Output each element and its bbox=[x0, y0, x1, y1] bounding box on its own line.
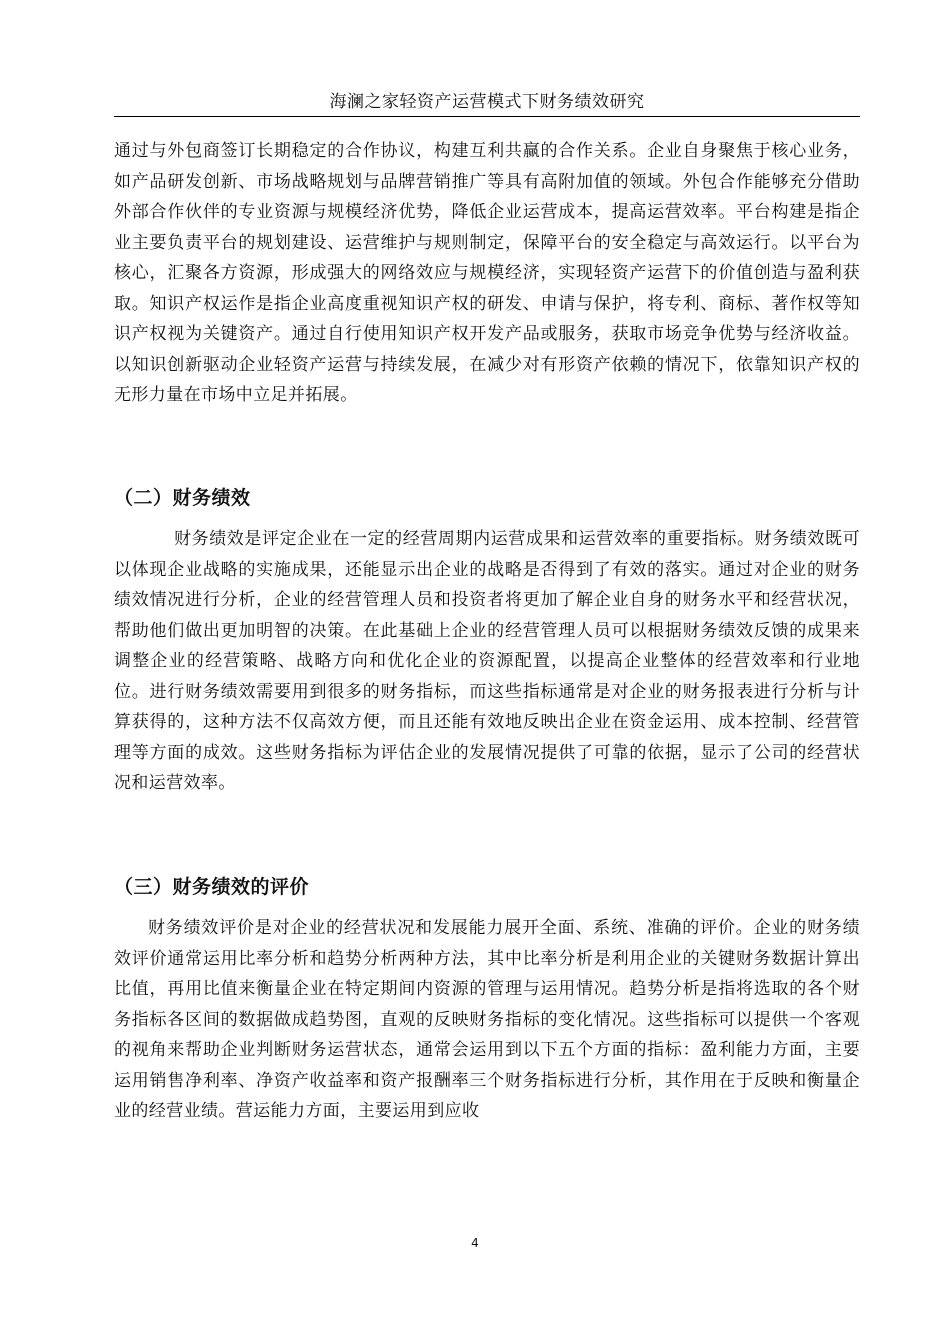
header-divider bbox=[114, 116, 860, 117]
body-paragraph-3: 财务绩效评价是对企业的经营状况和发展能力展开全面、系统、准确的评价。企业的财务绩效评价通常运用比率分析和趋势分析两种方法，其中比率分析是利用企业的关键财务数据计算出比值，再用比值来衡量企业在特定期间内资源的管理与运用情况。趋势分析是指将选取的各个财务指标各区间的数据做成趋势图，直观的反映财务指标的变化情况。这些指标可以提供一个客观的视角来帮助企业判断财务运营状态，通常会运用到以下五个方面的指标：盈利能力方面，主要运用销售净利率、净资产收益率和资产报酬率三个财务指标进行分析，其作用在于反映和衡量企业的经营业绩。营运能力方面，主要运用到应收 bbox=[114, 918, 860, 1121]
running-header-title: 海澜之家轻资产运营模式下财务绩效研究 bbox=[329, 92, 645, 112]
section-heading-performance-evaluation: （三）财务绩效的评价 bbox=[114, 876, 310, 898]
page-number: 4 bbox=[471, 1236, 479, 1250]
body-paragraph-2: 财务绩效是评定企业在一定的经营周期内运营成果和运营效率的重要指标。财务绩效既可以体现企业战略的实施成果，还能显示出企业的战略是否得到了有效的落实。通过对企业的财务绩效情况进行分析，企业的经营管理人员和投资者将更加了解企业自身的财务水平和经营状况，帮助他们做出更加明智的决策。在此基础上企业的经营管理人员可以根据财务绩效反馈的成果来调整企业的经营策略、战略方向和优化企业的资源配置，以提高企业整体的经营效率和行业地位。进行财务绩效需要用到很多的财务指标，而这些指标通常是对企业的财务报表进行分析与计算获得的，这种方法不仅高效方便，而且还能有效地反映出企业在资金运用、成本控制、经营管理等方面的成效。这些财务指标为评估企业的发展情况提供了可靠的依据，显示了公司的经营状况和运营效率。 bbox=[114, 529, 860, 793]
section-heading-financial-performance: （二）财务绩效 bbox=[114, 487, 251, 509]
body-paragraph-1: 通过与外包商签订长期稳定的合作协议，构建互利共赢的合作关系。企业自身聚焦于核心业务，如产品研发创新、市场战略规划与品牌营销推广等具有高附加值的领域。外包合作能够充分借助外部合作伙伴的专业资源与规模经济优势，降低企业运营成本，提高运营效率。平台构建是指企业主要负责平台的规划建设、运营维护与规则制定，保障平台的安全稳定与高效运行。以平台为核心，汇聚各方资源，形成强大的网络效应与规模经济，实现轻资产运营下的价值创造与盈利获取。知识产权运作是指企业高度重视知识产权的研发、申请与保护，将专利、商标、著作权等知识产权视为关键资产。通过自行使用知识产权开发产品或服务，获取市场竞争优势与经济收益。以知识创新驱动企业轻资产运营与持续发展，在减少对有形资产依赖的情况下，依靠知识产权的无形力量在市场中立足并拓展。 bbox=[114, 141, 860, 405]
